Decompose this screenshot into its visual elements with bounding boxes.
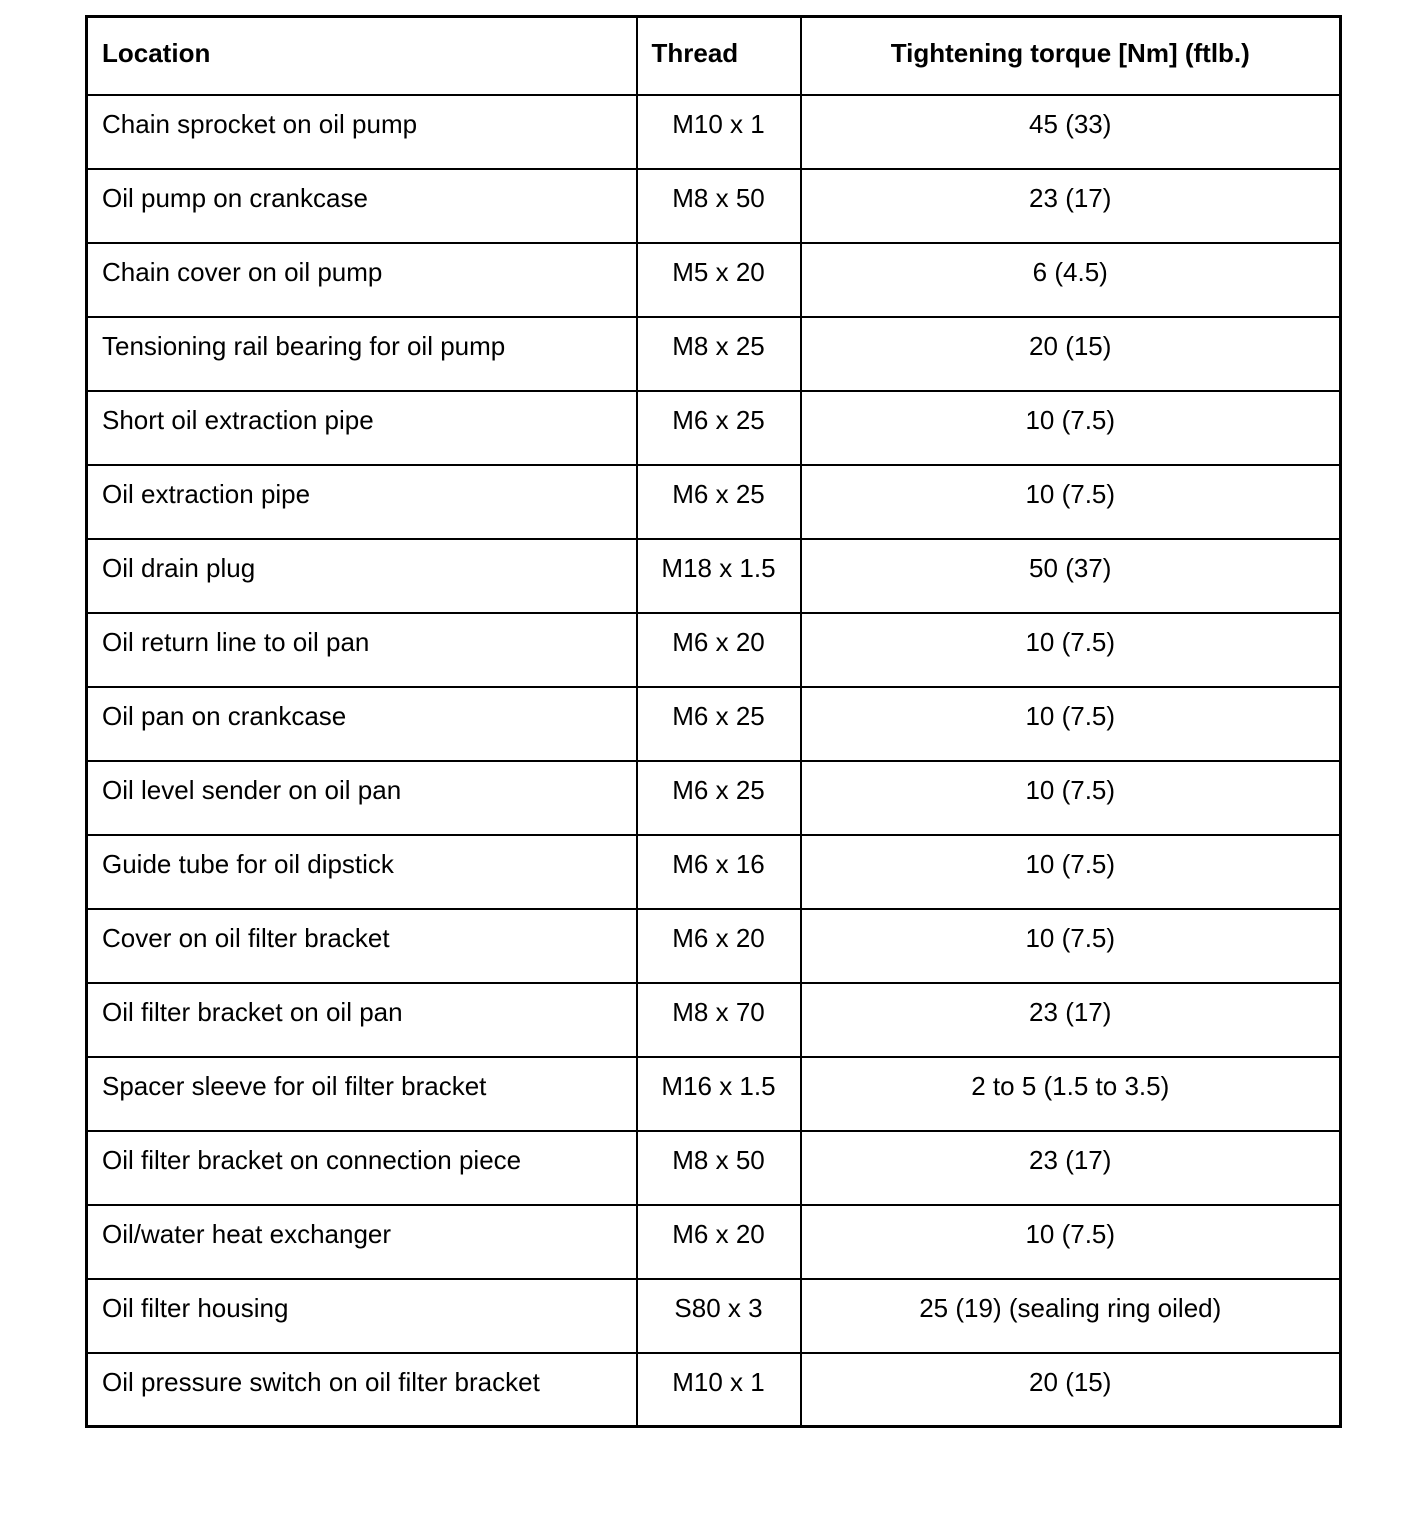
cell-torque: 10 (7.5) <box>801 465 1341 539</box>
cell-thread: M5 x 20 <box>637 243 801 317</box>
cell-thread: M18 x 1.5 <box>637 539 801 613</box>
cell-torque: 50 (37) <box>801 539 1341 613</box>
cell-thread: M10 x 1 <box>637 1353 801 1427</box>
cell-thread: M16 x 1.5 <box>637 1057 801 1131</box>
cell-location: Oil pressure switch on oil filter bracket <box>87 1353 637 1427</box>
cell-torque: 10 (7.5) <box>801 761 1341 835</box>
table-row <box>87 1131 1341 1205</box>
cell-thread: M6 x 25 <box>637 687 801 761</box>
table-row <box>87 1279 1341 1353</box>
cell-torque: 6 (4.5) <box>801 243 1341 317</box>
cell-torque: 45 (33) <box>801 95 1341 169</box>
cell-thread: M6 x 16 <box>637 835 801 909</box>
cell-location: Oil level sender on oil pan <box>87 761 637 835</box>
cell-torque: 25 (19) (sealing ring oiled) <box>801 1279 1341 1353</box>
cell-thread: M6 x 25 <box>637 761 801 835</box>
cell-torque: 23 (17) <box>801 1131 1341 1205</box>
cell-thread: M6 x 20 <box>637 1205 801 1279</box>
cell-thread: M8 x 50 <box>637 169 801 243</box>
table-row <box>87 687 1341 761</box>
cell-location: Tensioning rail bearing for oil pump <box>87 317 637 391</box>
cell-location: Spacer sleeve for oil filter bracket <box>87 1057 637 1131</box>
cell-location: Cover on oil filter bracket <box>87 909 637 983</box>
cell-thread: M6 x 20 <box>637 613 801 687</box>
table-row <box>87 465 1341 539</box>
cell-torque: 10 (7.5) <box>801 835 1341 909</box>
cell-torque: 2 to 5 (1.5 to 3.5) <box>801 1057 1341 1131</box>
cell-torque: 10 (7.5) <box>801 909 1341 983</box>
table-row <box>87 835 1341 909</box>
cell-torque: 23 (17) <box>801 983 1341 1057</box>
cell-thread: M8 x 25 <box>637 317 801 391</box>
table-row <box>87 391 1341 465</box>
cell-thread: M6 x 25 <box>637 391 801 465</box>
cell-thread: S80 x 3 <box>637 1279 801 1353</box>
cell-thread: M6 x 20 <box>637 909 801 983</box>
cell-location: Short oil extraction pipe <box>87 391 637 465</box>
table-row <box>87 983 1341 1057</box>
cell-location: Oil filter bracket on connection piece <box>87 1131 637 1205</box>
torque-spec-table <box>85 15 1342 1428</box>
table-row <box>87 909 1341 983</box>
cell-thread: M10 x 1 <box>637 95 801 169</box>
column-header-torque: Tightening torque [Nm] (ftlb.) <box>801 17 1341 95</box>
cell-thread: M6 x 25 <box>637 465 801 539</box>
table-row <box>87 539 1341 613</box>
cell-torque: 10 (7.5) <box>801 1205 1341 1279</box>
table-row <box>87 169 1341 243</box>
cell-location: Oil return line to oil pan <box>87 613 637 687</box>
cell-location: Oil filter housing <box>87 1279 637 1353</box>
table-row <box>87 317 1341 391</box>
cell-torque: 10 (7.5) <box>801 687 1341 761</box>
cell-thread: M8 x 50 <box>637 1131 801 1205</box>
cell-location: Guide tube for oil dipstick <box>87 835 637 909</box>
table-row <box>87 95 1341 169</box>
table-row <box>87 1205 1341 1279</box>
cell-torque: 10 (7.5) <box>801 391 1341 465</box>
column-header-location: Location <box>87 17 637 95</box>
cell-location: Chain cover on oil pump <box>87 243 637 317</box>
cell-location: Chain sprocket on oil pump <box>87 95 637 169</box>
cell-torque: 20 (15) <box>801 317 1341 391</box>
cell-location: Oil filter bracket on oil pan <box>87 983 637 1057</box>
table-row <box>87 613 1341 687</box>
cell-location: Oil pump on crankcase <box>87 169 637 243</box>
column-header-thread: Thread <box>637 17 801 95</box>
cell-torque: 10 (7.5) <box>801 613 1341 687</box>
cell-torque: 20 (15) <box>801 1353 1341 1427</box>
cell-location: Oil drain plug <box>87 539 637 613</box>
cell-thread: M8 x 70 <box>637 983 801 1057</box>
header-row <box>87 17 1341 95</box>
cell-torque: 23 (17) <box>801 169 1341 243</box>
cell-location: Oil pan on crankcase <box>87 687 637 761</box>
table-body <box>87 95 1341 1427</box>
table-row <box>87 1353 1341 1427</box>
cell-location: Oil extraction pipe <box>87 465 637 539</box>
cell-location: Oil/water heat exchanger <box>87 1205 637 1279</box>
table-row <box>87 761 1341 835</box>
table-row <box>87 1057 1341 1131</box>
table-row <box>87 243 1341 317</box>
